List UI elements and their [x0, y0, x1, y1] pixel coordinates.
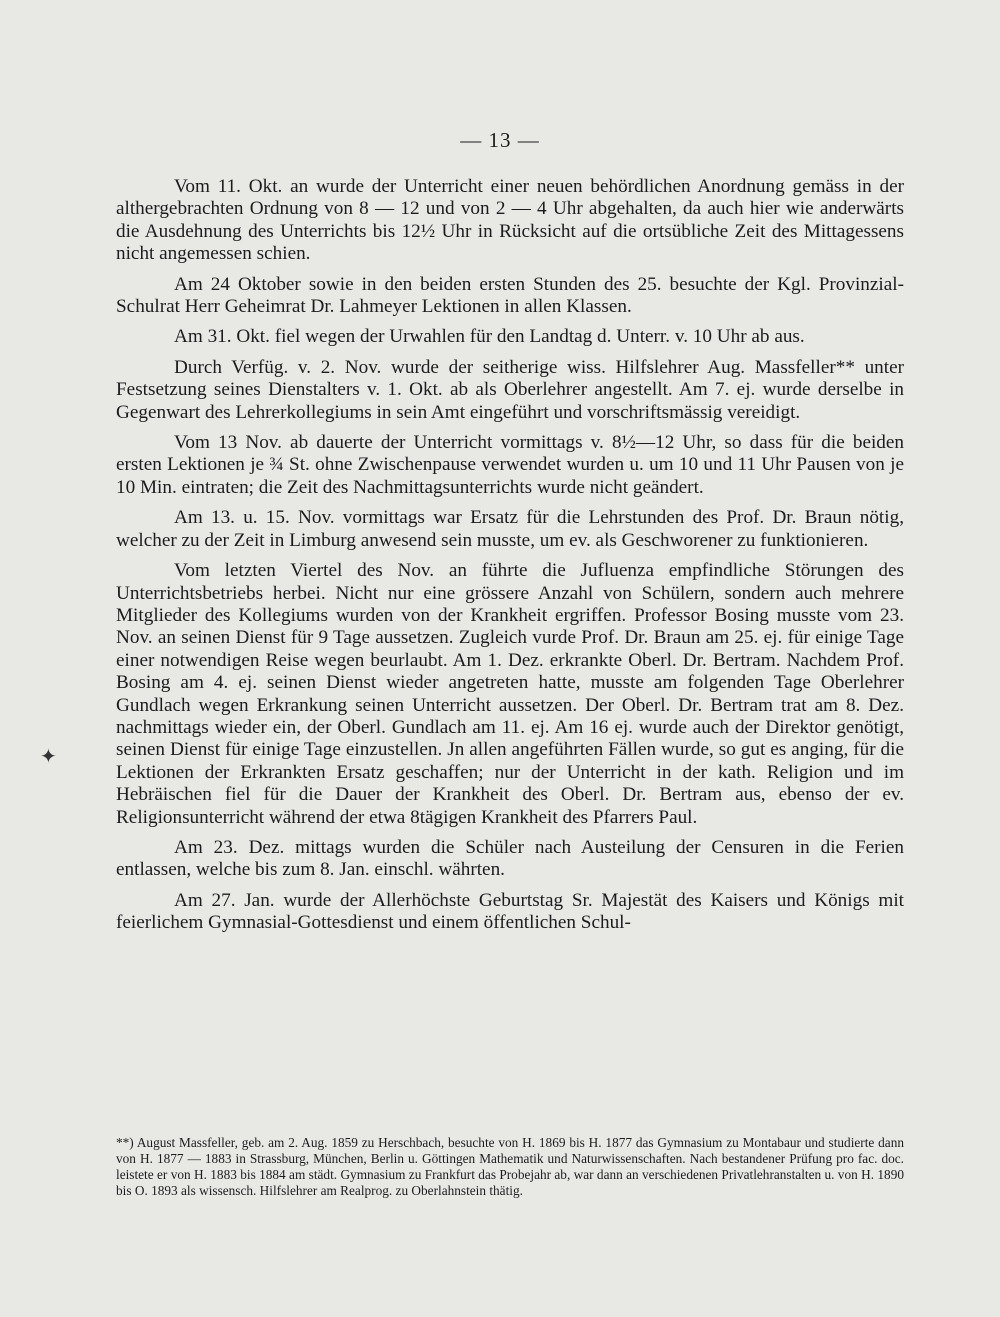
paragraph-urwahlen: Am 31. Okt. fiel wegen der Urwahlen für den Landtag d. Unterr. v. 10 Uhr ab aus.	[174, 326, 805, 348]
paragraph-kaisers-geburtstag: Am 27. Jan. wurde der Allerhöchste Geburtstag Sr. Majestät des Kaisers und Königs mit feierlichem Gymnasial-Gottesdienst und einem öffentlichen Schul-	[116, 889, 904, 934]
paragraph-schulrat-besuch: Am 24 Oktober sowie in den beiden ersten Stunden des 25. besuchte der Kgl. Provinzial-Schulrat Herr Geheimrat Dr. Lahmeyer Lektionen in allen Klassen.	[116, 273, 904, 318]
paragraph-unterrichtszeit-november: Vom 13 Nov. ab dauerte der Unterricht vormittags v. 8½—12 Uhr, so dass für die beiden ersten Lektionen je ¾ St. ohne Zwischenpause verwendet wurden u. um 10 und 11 Uhr Pausen von je 10 Min. eintraten; die Zeit des Nachmittagsunterrichts wurde nicht geändert.	[116, 432, 904, 498]
paragraph-weihnachtsferien: Am 23. Dez. mittags wurden die Schüler nach Austeilung der Censuren in die Ferien entlassen, welche bis zum 8. Jan. einschl. währten.	[116, 836, 904, 881]
paragraph-massfeller-anstellung: Durch Verfüg. v. 2. Nov. wurde der seitherige wiss. Hilfslehrer Aug. Massfeller** unter Festsetzung seines Dienstalters v. 1. Okt. ab als Oberlehrer angestellt. Am 7. ej. wurde derselbe in Gegenwart des Lehrerkollegiums in sein Amt eingeführt und vorschriftsmässig vereidigt.	[116, 356, 904, 423]
body-text	[116, 176, 904, 943]
page-number: — 13 —	[460, 128, 540, 152]
paragraph-ersatz-braun: Am 13. u. 15. Nov. vormittags war Ersatz für die Lehrstunden des Prof. Dr. Braun nötig, welcher zu der Zeit in Limburg anwesend sein musste, um ev. als Geschworener zu funktionieren.	[116, 507, 904, 551]
margin-mark-icon: ✦	[40, 746, 57, 768]
paragraph-influenza: Vom letzten Viertel des Nov. an führte die Jufluenza empfindliche Störungen des Unterrichtsbetriebs herbei. Nicht nur eine grössere Anzahl von Schülern, sondern auch mehrere Mitglieder des Kollegiums wurden von der Krankheit ergriffen. Professor Bosing musste vom 23. Nov. an seinen Dienst für 9 Tage aussetzen. Zugleich vurde Prof. Dr. Braun am 25. ej. für einige Tage einer notwendigen Reise wegen beurlaubt. Am 1. Dez. erkrankte Oberl. Dr. Bertram. Nachdem Prof. Bosing am 4. ej. seinen Dienst wieder angetreten hatte, musste am folgenden Tage Oberlehrer Gundlach wegen Erkrankung seinen Unterricht aussetzen. Der Oberl. Dr. Bertram trat am 8. Dez. nachmittags wieder ein, der Oberl. Gundlach am 11. ej. Am 16 ej. wurde auch der Direktor genötigt, seinen Dienst für einige Tage einzustellen. Jn allen angeführten Fällen wurde, so gut es anging, für die Lektionen der Erkrankten Ersatz geschaffen; nur der Unterricht in der kath. Religion und im Hebräischen fiel für die Dauer der Krankheit des Oberl. Dr. Bertram aus, ebenso der ev. Religionsunterricht während der etwa 8tägigen Krankheit des Pfarrers Paul.	[116, 560, 904, 828]
paragraph-unterricht-ordnung: Vom 11. Okt. an wurde der Unterricht einer neuen behördlichen Anordnung gemäss in der althergebrachten Ordnung von 8 — 12 und von 2 — 4 Uhr abgehalten, da auch hier wie anderwärts die Ausdehnung des Unterrichts bis 12½ Uhr in Rücksicht auf die ortsübliche Zeit des Mittagessens nicht angemessen schien.	[116, 176, 904, 265]
footnote-massfeller: **) August Massfeller, geb. am 2. Aug. 1859 zu Herschbach, besuchte von H. 1869 bis H. 1877 das Gymnasium zu Montabaur und studierte dann von H. 1877 — 1883 in Strassburg, München, Berlin u. Göttingen Mathematik und Naturwissenschaften. Nach bestandener Prüfung pro fac. doc. leistete er von H. 1883 bis 1884 am städt. Gymnasium zu Frankfurt das Probejahr ab, war dann an verschiedenen Privatlehranstalten u. von H. 1890 bis O. 1893 als wissensch. Hilfslehrer am Realprog. zu Oberlahnstein thätig.	[116, 1135, 904, 1198]
